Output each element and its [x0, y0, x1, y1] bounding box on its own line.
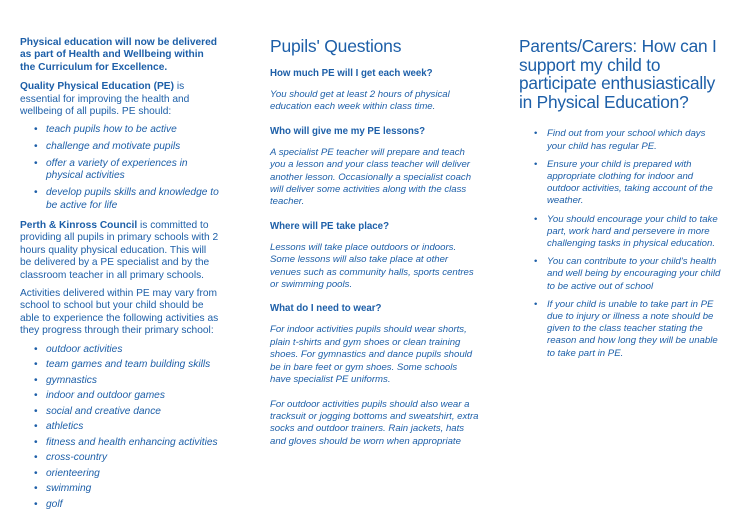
- answer-text: For outdoor activities pupils should also wear a tracksuit or jogging bottoms and sweatshirt, extra socks and outdoor trainers. Rain jackets, hats and gloves should be worn when appropriate: [270, 398, 479, 447]
- pe-should-list: [20, 124, 220, 212]
- list-item: • develop pupils skills and knowledge to be active for life: [34, 187, 219, 211]
- bullet-icon: •: [534, 256, 538, 268]
- list-item: • Ensure your child is prepared with appropriate clothing for indoor and outdoor activities, taking account of the weather.: [534, 158, 713, 207]
- quality-pe-paragraph: [20, 81, 220, 118]
- pupils-questions-column: [270, 37, 480, 460]
- list-item: • teach pupils how to be active: [34, 124, 177, 136]
- list-item: • athletics: [34, 421, 84, 433]
- bullet-icon: •: [34, 390, 38, 402]
- bullet-icon: •: [534, 158, 538, 170]
- list-item: • You should encourage your child to take part, work hard and persevere in more challenging tasks in physical education.: [534, 213, 718, 249]
- pe-intro-column: [20, 37, 220, 519]
- intro-heading: Physical education will now be delivered as part of Health and Wellbeing within the Curriculum for Excellence.: [20, 37, 218, 73]
- council-bold: Perth & Kinross Council: [20, 220, 138, 232]
- bullet-icon: •: [534, 298, 538, 310]
- quality-pe-text: is essential for improving the health and wellbeing of all pupils. PE should:: [20, 81, 190, 118]
- answer-text: For indoor activities pupils should wear shorts, plain t-shirts and gym shoes or clean training shoes. For gymnastics and dance pupils should be in bare feet or gym shoes. Some schools have specialist PE uniforms.: [270, 324, 473, 386]
- bullet-icon: •: [34, 452, 38, 464]
- list-item: • fitness and health enhancing activities: [34, 436, 218, 448]
- bullet-icon: •: [34, 483, 38, 495]
- bullet-icon: •: [34, 374, 38, 386]
- bullet-icon: •: [534, 128, 538, 140]
- bullet-icon: •: [34, 467, 38, 479]
- answer-text: Lessons will take place outdoors or indoors. Some lessons will also take place at other venues such as community halls, sports centres or swimming pools.: [270, 241, 474, 291]
- question-heading: How much PE will I get each week?: [270, 68, 433, 79]
- list-item: • indoor and outdoor games: [34, 390, 165, 402]
- bullet-icon: •: [34, 421, 38, 433]
- quality-pe-bold: Quality Physical Education (PE): [20, 81, 174, 93]
- question-heading: Who will give me my PE lessons?: [270, 125, 426, 137]
- parents-carers-column: [519, 37, 724, 368]
- bullet-icon: •: [34, 187, 38, 199]
- bullet-icon: •: [34, 141, 38, 153]
- list-item: • swimming: [34, 483, 92, 495]
- bullet-icon: •: [34, 359, 38, 371]
- list-item: • offer a variety of experiences in physical activities: [34, 158, 188, 182]
- list-item: • golf: [34, 498, 63, 510]
- answer-text: A specialist PE teacher will prepare and teach you a lesson and your class teacher will deliver another lesson. Occasionally a specialist coach will deliver some activities along with the class teacher.: [270, 146, 472, 208]
- bullet-icon: •: [534, 213, 538, 225]
- list-item: • outdoor activities: [34, 343, 123, 355]
- list-item: • gymnastics: [34, 374, 97, 386]
- council-paragraph: [20, 220, 220, 282]
- activities-paragraph: Activities delivered within PE may vary from school to school but your child should be able to experience the following activities as they progress through their primary school:: [20, 288, 219, 337]
- list-item: • If your child is unable to take part in PE due to injury or illness a note should be given to the class teacher stating the reason and how long they will be unable to take part in PE.: [534, 298, 718, 359]
- list-item: • challenge and motivate pupils: [34, 141, 181, 153]
- bullet-icon: •: [34, 436, 38, 448]
- council-text: is committed to providing all pupils in primary schools with 2 hours quality physical education. This will be delivered by a PE specialist and by the classroom teacher in all primary schools.: [20, 220, 219, 281]
- bullet-icon: •: [34, 498, 38, 510]
- bullet-icon: •: [34, 124, 38, 136]
- activities-list: [20, 344, 220, 511]
- list-item: • You can contribute to your child's health and well being by encouraging your child to be active out of school: [534, 256, 721, 292]
- question-heading: Where will PE take place?: [270, 220, 389, 232]
- parents-carers-heading: Parents/Carers: How can I support my child to participate enthusiastically in Physical Education?: [519, 36, 717, 112]
- list-item: • team games and team building skills: [34, 359, 211, 371]
- list-item: • Find out from your school which days your child has regular PE.: [534, 128, 706, 152]
- list-item: • orienteering: [34, 467, 100, 479]
- list-item: • social and creative dance: [34, 405, 161, 417]
- bullet-icon: •: [34, 343, 38, 355]
- support-list: [519, 128, 724, 359]
- pupils-questions-heading: Pupils' Questions: [270, 36, 402, 56]
- bullet-icon: •: [34, 405, 38, 417]
- question-heading: What do I need to wear?: [270, 303, 382, 315]
- list-item: • cross-country: [34, 452, 108, 464]
- bullet-icon: •: [34, 158, 38, 170]
- answer-text: You should get at least 2 hours of physical education each week within class time.: [270, 89, 450, 113]
